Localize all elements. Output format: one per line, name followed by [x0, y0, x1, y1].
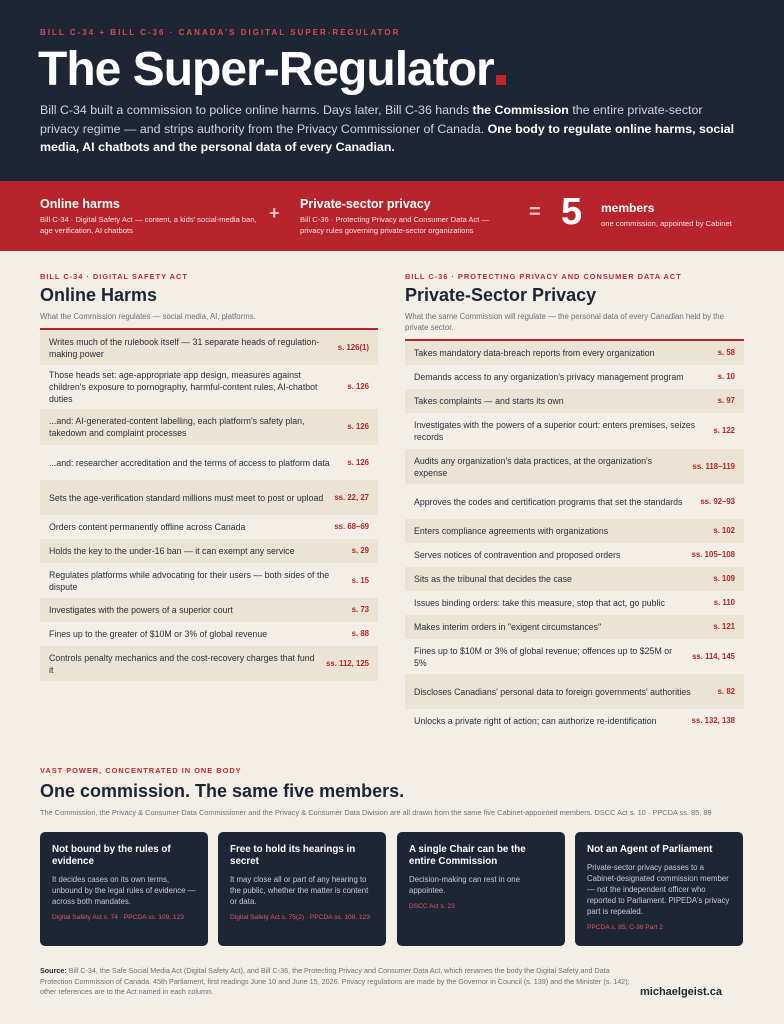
list-item-text: Regulates platforms while advocating for their users — both sides of the dispute	[49, 569, 330, 592]
section-reference: s. 10	[717, 372, 735, 381]
intro-part-1: Bill C-34 built a commission to police online harms. Days later, Bill C-36 hands	[40, 103, 473, 117]
section-reference: s. 121	[713, 622, 735, 631]
card-title: Free to hold its hearings in secret	[230, 844, 356, 867]
header-kicker: BILL C-34 + BILL C-36 · CANADA'S DIGITAL SUPER-REGULATOR	[40, 28, 401, 37]
privacy-list	[405, 339, 744, 733]
banner-mid-title: Private-sector privacy	[300, 197, 431, 211]
list-item-text: ...and: AI-generated-content labelling, each platform's safety plan, takedown and complaint processes	[49, 416, 305, 438]
list-item-text: ...and: researcher accreditation and the terms of access to platform data	[49, 457, 330, 468]
section-reference: ss. 105–108	[691, 550, 735, 559]
list-item	[405, 709, 744, 733]
list-item	[40, 539, 378, 563]
source-label: Source:	[40, 966, 67, 975]
list-item-text: Investigates with the powers of a superior court: enters premises, seizes records	[414, 420, 696, 442]
banner-right-sub: one commission, appointed by Cabinet	[601, 219, 732, 228]
section-reference: s. 126	[347, 422, 369, 431]
list-item	[405, 519, 744, 543]
section-reference: ss. 132, 138	[691, 716, 735, 725]
list-item	[40, 409, 378, 445]
list-item	[405, 341, 744, 365]
members-number: 5	[561, 191, 583, 233]
card-single-chair	[397, 832, 565, 946]
section-reference: ss. 118–119	[692, 461, 735, 471]
list-item-text: Takes mandatory data-breach reports from every organization	[414, 348, 655, 358]
lower-kicker: VAST POWER, CONCENTRATED IN ONE BODY	[40, 766, 242, 775]
list-item-text: Audits any organization's data practices, at the organization's expense	[414, 455, 653, 478]
card-body: Private-sector privacy passes to a Cabinet-designated commission member — not the independent officer who reported to Parliament. PIPEDA's privacy part is repealed.	[587, 863, 730, 916]
list-item	[405, 639, 744, 674]
list-item	[405, 365, 744, 389]
card-body: Decision-making can rest in one appointee.	[409, 875, 520, 895]
list-item-text: Investigates with the powers of a superior court	[49, 605, 233, 615]
privacy-column	[405, 272, 744, 333]
banner-right-title: members	[601, 201, 655, 215]
right-col-kicker: BILL C-36 · PROTECTING PRIVACY AND CONSUMER DATA ACT	[405, 272, 682, 281]
list-item-text: Makes interim orders in "exigent circumstances"	[414, 622, 602, 632]
section-reference: s. 88	[351, 629, 369, 638]
lower-desc: The Commission, the Privacy & Consumer Data Commissioner and the Privacy & Consumer Data Division are all drawn from the same five Cabinet-appointed members. DSCC Act s. 10 · PPCDA ss. 85, 89	[40, 808, 712, 817]
right-col-desc: What the same Commission will regulate — the personal data of every Canadian held by the private sector.	[405, 312, 724, 332]
list-item	[405, 413, 744, 449]
source-footnote	[40, 966, 640, 998]
list-item-text: Unlocks a private right of action; can authorize re-identification	[414, 716, 657, 726]
section-reference: s. 110	[713, 598, 735, 607]
page-header	[0, 0, 784, 181]
right-col-title: Private-Sector Privacy	[405, 285, 597, 305]
banner-mid-sub: Bill C-36 · Protecting Privacy and Consumer Data Act — privacy rules governing private-sector organizations	[300, 215, 490, 235]
section-reference: s. 97	[717, 396, 735, 405]
equation-banner	[0, 181, 784, 251]
card-ref: PPCDA s. 85; C-36 Part 2	[587, 924, 663, 931]
banner-privacy	[300, 197, 515, 236]
list-item-text: Controls penalty mechanics and the cost-recovery charges that fund it	[49, 652, 315, 675]
list-item-text: Orders content permanently offline across Canada	[49, 522, 246, 532]
list-item	[405, 543, 744, 567]
list-item	[405, 674, 744, 709]
section-reference: s. 58	[717, 348, 735, 357]
list-item-text: Fines up to $10M or 3% of global revenue; offences up to $25M or 5%	[414, 645, 673, 668]
list-item-text: Issues binding orders: take this measure, stop that act, go public	[414, 598, 665, 608]
card-title: Not bound by the rules of evidence	[52, 844, 171, 867]
list-item	[40, 480, 378, 515]
lower-title: One commission. The same five members.	[40, 781, 405, 801]
left-col-title: Online Harms	[40, 285, 158, 305]
list-item-text: Takes complaints — and starts its own	[414, 396, 564, 406]
list-item	[40, 563, 378, 598]
online-harms-column	[40, 272, 378, 322]
section-reference: s. 73	[351, 605, 369, 614]
list-item	[405, 484, 744, 519]
banner-left-sub: Bill C-34 · Digital Safety Act — content, a kids' social-media ban, age verification, AI chatbots	[40, 215, 257, 235]
list-item-text: Approves the codes and certification programs that set the standards	[414, 496, 683, 507]
section-reference: ss. 92–93	[700, 496, 735, 506]
list-item-text: Serves notices of contravention and proposed orders	[414, 550, 621, 560]
intro-bold-2: One body to regulate online harms, social media, AI chatbots and the personal data of every Canadian.	[40, 121, 735, 154]
list-item	[405, 591, 744, 615]
title-square-mark	[496, 75, 506, 85]
section-reference: ss. 112, 125	[326, 658, 369, 668]
section-reference: s. 29	[351, 546, 369, 555]
list-item	[40, 598, 378, 622]
section-reference: s. 122	[713, 426, 735, 435]
section-reference: s. 15	[351, 575, 369, 585]
section-reference: s. 126(1)	[337, 342, 369, 352]
banner-left-title: Online harms	[40, 197, 120, 211]
list-item	[40, 515, 378, 539]
section-reference: ss. 114, 145	[692, 651, 735, 661]
card-body: It decides cases on its own terms, unbound by the legal rules of evidence — across both mandates.	[52, 875, 196, 906]
banner-online-harms	[40, 197, 260, 236]
list-item	[40, 445, 378, 480]
list-item	[405, 567, 744, 591]
list-item	[40, 365, 378, 409]
section-reference: s. 126	[347, 457, 369, 467]
section-reference: s. 109	[713, 574, 735, 583]
card-agent-of-parliament	[575, 832, 743, 946]
intro-bold-1: the Commission	[472, 103, 569, 117]
list-item	[40, 646, 378, 681]
card-title: Not an Agent of Parliament	[587, 844, 713, 855]
list-item	[405, 389, 744, 413]
card-body: It may close all or part of any hearing to the public, whether the matter is content or data.	[230, 875, 369, 906]
page-title-text: The Super-Regulator	[38, 43, 494, 96]
list-item-text: Sets the age-verification standard millions must meet to post or upload	[49, 492, 324, 503]
card-rules-of-evidence	[40, 832, 208, 946]
online-harms-list	[40, 328, 378, 681]
section-reference: s. 82	[717, 686, 735, 696]
card-title: A single Chair can be the entire Commission	[409, 844, 526, 867]
section-reference: s. 126	[347, 382, 369, 391]
equals-sign: =	[529, 201, 541, 223]
list-item-text: Sits as the tribunal that decides the case	[414, 574, 572, 584]
list-item-text: Demands access to any organization's privacy management program	[414, 372, 684, 382]
list-item	[40, 330, 378, 365]
source-text: Bill C-34, the Safe Social Media Act (Digital Safety Act), and Bill C-36, the Protecting Privacy and Consumer Data Act, which renames the body the Digital Safety and Data Protection Commission of Canada. 45th Parliament, first readings June 10 and June 15, 2026. Privacy regulations are made by the Governor in Council (s. 139) and the Minister (s. 142); other references are to the Act named in each column.	[40, 966, 630, 996]
section-reference: ss. 68–69	[334, 522, 369, 531]
section-reference: ss. 22, 27	[334, 492, 369, 502]
site-brand[interactable]: michaelgeist.ca	[640, 986, 722, 998]
page-title	[38, 42, 506, 98]
lower-section	[40, 766, 744, 818]
section-reference: s. 102	[713, 526, 735, 535]
card-ref: Digital Safety Act s. 75(2) · PPCDA ss. 109, 123	[230, 914, 370, 921]
card-secret-hearings	[218, 832, 386, 946]
list-item	[405, 615, 744, 639]
left-col-kicker: BILL C-34 · DIGITAL SAFETY ACT	[40, 272, 188, 281]
list-item-text: Fines up to the greater of $10M or 3% of global revenue	[49, 629, 268, 639]
card-ref: DSCC Act s. 23	[409, 903, 455, 910]
list-item	[405, 449, 744, 484]
list-item-text: Discloses Canadians' personal data to foreign governments' authorities	[414, 686, 691, 697]
card-ref: Digital Safety Act s. 74 · PPCDA ss. 109, 123	[52, 914, 184, 921]
left-col-desc: What the Commission regulates — social media, AI, platforms.	[40, 312, 256, 321]
intro-part-2: the entire private-sector privacy regime — and strips authority from the Privacy Commissioner of Canada.	[40, 103, 703, 136]
list-item-text: Writes much of the rulebook itself — 31 separate heads of regulation-making power	[49, 336, 320, 359]
list-item-text: Those heads set: age-appropriate app design, measures against children's exposure to pornography, harmful-content rules, AI-chatbot duties	[49, 370, 318, 404]
plus-sign: +	[269, 203, 280, 223]
intro-paragraph	[40, 101, 740, 157]
list-item	[40, 622, 378, 646]
list-item-text: Holds the key to the under-16 ban — it can exempt any service	[49, 546, 295, 556]
list-item-text: Enters compliance agreements with organizations	[414, 526, 609, 536]
banner-members	[601, 201, 732, 230]
